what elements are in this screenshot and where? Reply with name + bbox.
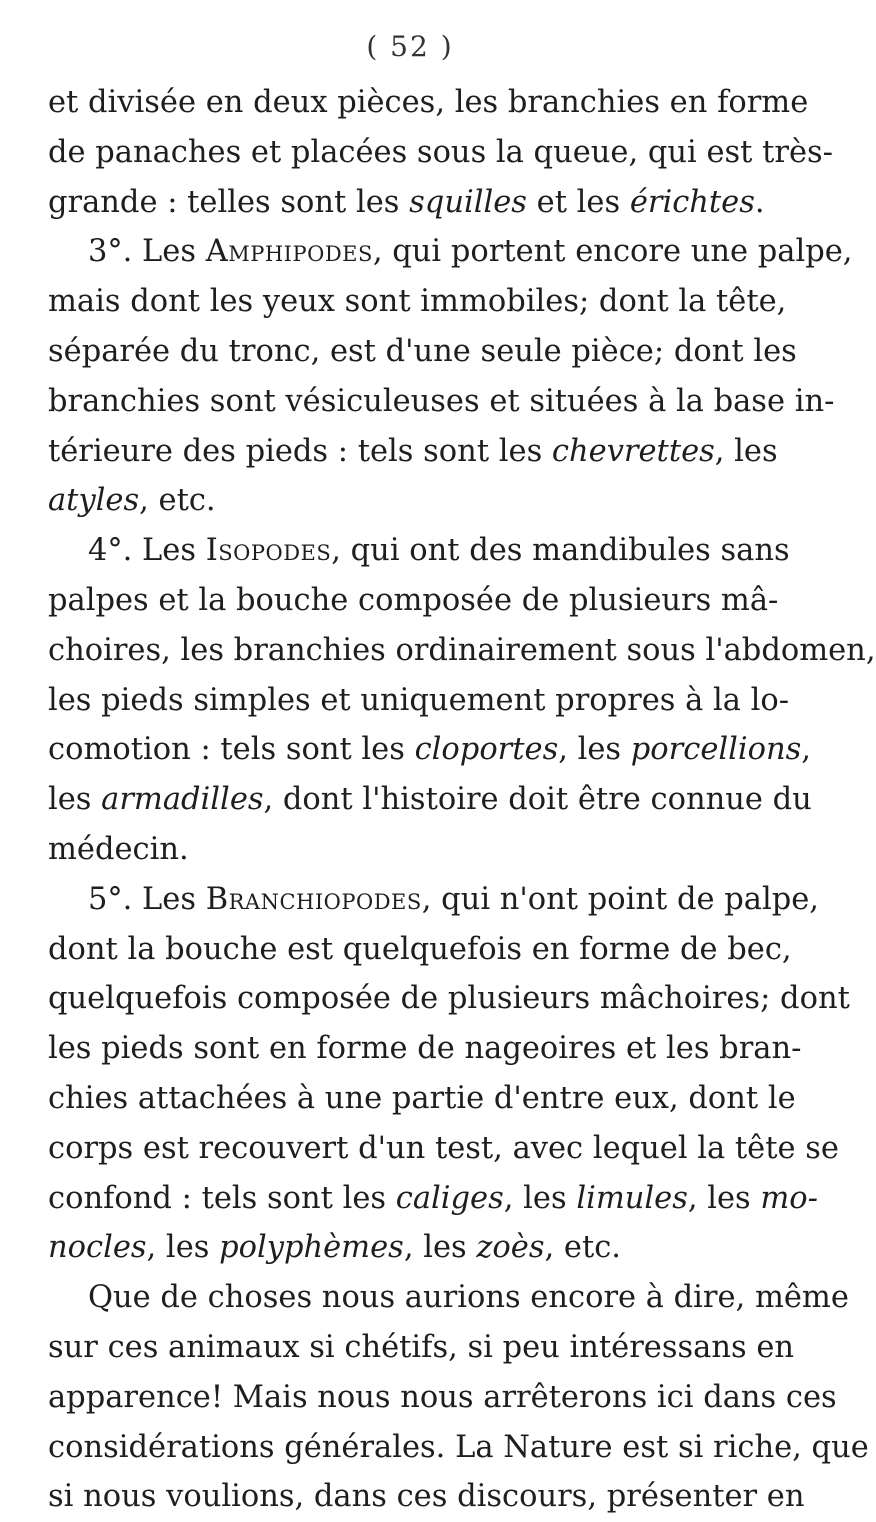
text-segment: , dont l'histoire doit être connue du	[263, 782, 812, 818]
text-line	[48, 775, 812, 825]
text-segment: 5°. Les	[88, 881, 206, 917]
text-line	[48, 1223, 772, 1273]
text-line	[48, 1323, 795, 1373]
text-line	[48, 476, 772, 526]
text-segment: , les	[558, 732, 631, 768]
text-segment: les pieds simples et uniquement propres à la lo-	[48, 682, 790, 718]
text-segment: grande : telles sont les	[48, 184, 410, 220]
text-line	[48, 1024, 802, 1074]
text-segment: , les	[403, 1230, 477, 1266]
text-line	[48, 925, 792, 975]
text-segment: , qui portent encore une palpe,	[372, 234, 853, 270]
text-line	[48, 1174, 818, 1224]
text-segment: comotion : tels sont les	[48, 732, 415, 768]
text-segment: , etc.	[544, 1230, 621, 1266]
text-segment: quelquefois composée de plusieurs mâchoires; dont	[48, 981, 850, 1017]
small-caps-term: Isopodes	[205, 533, 332, 569]
page-number: ( 52 )	[366, 30, 454, 63]
text-segment: 4°. Les	[88, 533, 206, 569]
text-line	[48, 875, 819, 925]
text-segment: chies attachées à une partie d'entre eux, dont le	[48, 1080, 796, 1116]
text-segment: sur ces animaux si chétifs, si peu intéressans en	[48, 1329, 795, 1365]
text-segment: les pieds sont en forme de nageoires et les bran-	[48, 1031, 802, 1067]
text-segment: considérations générales. La Nature est si riche, que	[48, 1429, 869, 1465]
text-segment: médecin.	[48, 831, 189, 867]
text-segment: , les	[146, 1230, 220, 1266]
text-line	[48, 78, 809, 128]
text-segment: 3°. Les	[88, 234, 206, 270]
text-line	[48, 427, 778, 477]
text-body	[48, 78, 876, 1522]
text-line	[48, 725, 811, 775]
text-line	[48, 576, 779, 626]
text-line	[48, 676, 790, 726]
italic-term: limules	[576, 1180, 688, 1216]
italic-term: nocles	[48, 1230, 147, 1266]
text-line	[48, 974, 850, 1024]
italic-term: squilles	[409, 184, 527, 220]
text-segment: de panaches et placées sous la queue, qui est très-	[48, 134, 833, 170]
text-segment: , les	[714, 433, 778, 469]
italic-term: cloportes	[414, 732, 559, 768]
text-segment: , qui ont des mandibules sans	[331, 533, 790, 569]
text-line	[48, 1273, 849, 1323]
text-line	[48, 1472, 805, 1522]
italic-term: polyphèmes	[219, 1230, 404, 1266]
text-segment: branchies sont vésiculeuses et situées à la base in-	[48, 383, 835, 419]
small-caps-term: Amphipodes	[205, 234, 373, 270]
text-line	[48, 1074, 796, 1124]
text-segment: séparée du tronc, est d'une seule pièce; dont les	[48, 333, 797, 369]
text-segment: et divisée en deux pièces, les branchies en forme	[48, 85, 809, 120]
text-segment: , les	[503, 1180, 577, 1216]
italic-term: porcellions	[630, 732, 802, 768]
italic-term: érichtes	[629, 184, 755, 220]
text-line	[48, 1124, 839, 1174]
italic-term: chevrettes	[551, 433, 715, 469]
text-segment: dont la bouche est quelquefois en forme de bec,	[48, 931, 792, 967]
text-segment: et les	[526, 184, 630, 220]
text-line	[48, 128, 833, 178]
text-segment: Que de choses nous aurions encore à dire, même	[88, 1280, 849, 1316]
text-line	[48, 227, 853, 277]
text-line	[48, 377, 835, 427]
small-caps-term: Branchiopodes	[205, 881, 422, 917]
text-segment: .	[754, 184, 765, 220]
italic-term: zoès	[476, 1230, 545, 1266]
text-line	[48, 825, 772, 875]
text-line	[48, 1423, 869, 1473]
text-line	[48, 526, 790, 576]
text-segment: palpes et la bouche composée de plusieurs mâ-	[48, 582, 779, 618]
text-line	[48, 327, 797, 377]
text-line	[48, 178, 772, 228]
italic-term: armadilles	[101, 782, 264, 818]
text-segment: si nous voulions, dans ces discours, présenter en	[48, 1479, 805, 1515]
text-segment: corps est recouvert d'un test, avec lequel la tête se	[48, 1130, 839, 1166]
text-segment: choires, les branchies ordinairement sous l'abdomen,	[48, 632, 876, 668]
text-line	[48, 626, 876, 676]
text-segment: , etc.	[139, 483, 216, 519]
text-segment: ,	[801, 732, 811, 768]
text-segment: , qui n'ont point de palpe,	[421, 881, 819, 917]
text-segment: mais dont les yeux sont immobiles; dont la tête,	[48, 284, 787, 320]
text-segment: les	[48, 782, 102, 818]
text-segment: apparence! Mais nous nous arrêterons ici dans ces	[48, 1379, 837, 1415]
text-line	[48, 1373, 837, 1423]
text-segment: confond : tels sont les	[48, 1180, 396, 1216]
italic-term: atyles	[48, 483, 140, 519]
text-segment: , les	[687, 1180, 761, 1216]
text-line	[48, 277, 787, 327]
italic-term: mo-	[760, 1180, 818, 1216]
italic-term: caliges	[395, 1180, 504, 1216]
text-segment: térieure des pieds : tels sont les	[48, 433, 552, 469]
